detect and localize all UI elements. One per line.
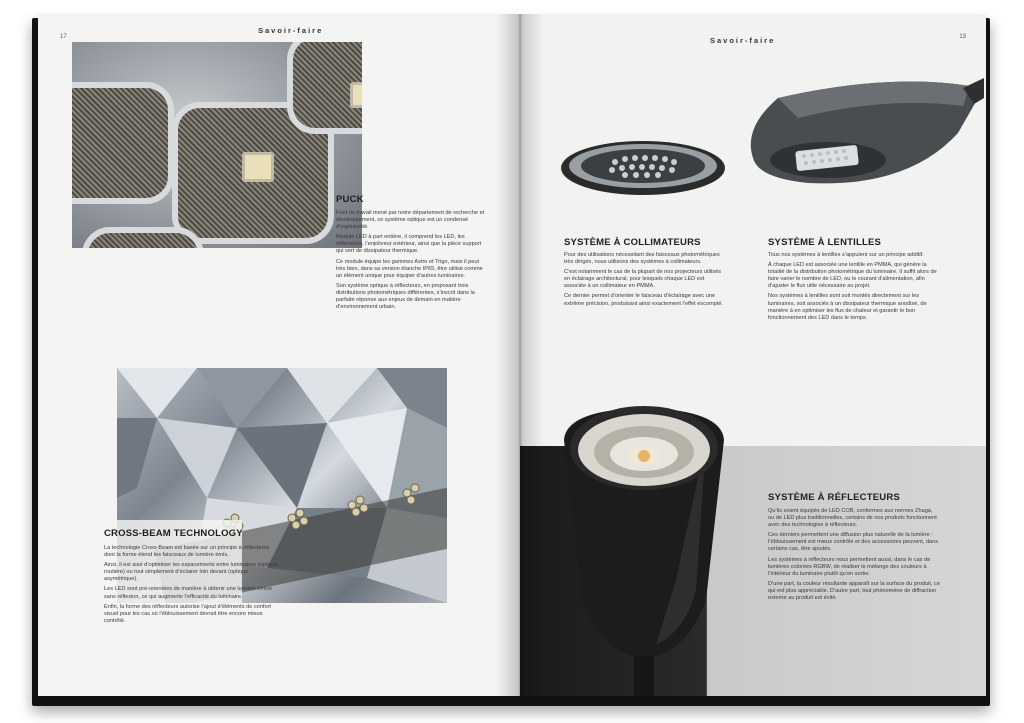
reflector-cell <box>82 227 204 248</box>
right-page-number: 13 <box>959 34 966 40</box>
left-running-head: Savoir-faire <box>258 26 324 35</box>
right-running-head: Savoir-faire <box>710 36 776 45</box>
led-chip <box>350 82 362 108</box>
cross-beam-body <box>104 545 279 628</box>
lentilles-title: SYSTÈME À LENTILLES <box>768 237 882 248</box>
cross-beam-paragraph: Enfin, la forme des réflecteurs autorise l’ajout d’éléments de confort visuel pour les cas où l’éblouissement devrait être encore mieux contrôlé. <box>104 603 271 624</box>
puck-paragraph: Ce module équipe les gammes Astro et Trigo, mais il peut très bien, dans sa version étanche IP65, être utilisé comme un élément unique pour équiper d’autres luminaires. <box>336 258 483 279</box>
lentilles-paragraph: Nos systèmes à lentilles sont soit montés directement sur les luminaires, soit associés à un dissipateur thermique anodisé, de manière à en optimiser les flux de chaleur et garantir le bon fonctionnement des LED dans le temps. <box>768 293 927 321</box>
collimator-luminaire-photo <box>560 140 726 196</box>
lens-luminaire-photo <box>738 78 984 193</box>
cross-beam-paragraph: La technologie Cross-Beam est basée sur un principe à réflecteurs dont la forme étend les faisceaux de lumière émis. <box>104 545 270 559</box>
lentilles-paragraph: Tous nos systèmes à lentilles s’appuient sur un principe additif. <box>768 252 924 258</box>
collimateurs-paragraph: Ce dernier permet d’orienter le faisceau d’éclairage avec une extrême précision, produisant ainsi exactement l’effet escompté. <box>564 293 724 307</box>
lentilles-paragraph: À chaque LED est associée une lentille en PMMA, qui génère la totalité de la distribution photométrique du luminaire. Il suffit alors de faire varier le nombre de LED, ou le courant d’alimentation, afin d’ajuster le flux utile nécessaire au projet. <box>768 262 937 290</box>
collimateurs-title: SYSTÈME À COLLIMATEURS <box>564 237 701 248</box>
reflector-spotlight-photo <box>556 400 731 696</box>
reflecteurs-paragraph: Les systèmes à réflecteurs nous permettent aussi, dans le cas de lumières colorées RGBW, de réaliser le mélange des couleurs à l’intérieur du luminaire plutôt qu’en sortie. <box>768 556 931 577</box>
lentilles-body <box>768 252 938 325</box>
reflecteurs-paragraph: D’une part, la couleur résultante apparaît sur la surface du produit, ce qui est plus appréciable. D’autre part, tout phénomène de diffraction externe au produit est évité. <box>768 580 940 602</box>
collimateurs-paragraph: Pour des utilisations nécessitant des faisceaux photométriques très dirigés, nous utilisons des systèmes à collimateurs. <box>564 252 720 266</box>
reflecteurs-title: SYSTÈME À RÉFLECTEURS <box>768 492 900 503</box>
puck-paragraph: Module LED à part entière, il comprend les LED, les réflecteurs, l’enjoliveur extérieur, ainsi que la pièce support qui sert de dissipateur thermique. <box>336 234 482 255</box>
reflecteurs-paragraph: Ces derniers permettent une diffusion plus naturelle de la lumière : l’éblouissement est mieux contrôlé et des accessoires peuvent, dans certains cas, être ajoutés. <box>768 532 939 553</box>
puck-body <box>336 210 486 314</box>
cross-beam-paragraph: Les LED sont pré-orientées de manière à obtenir une lumière émise sans réflexion, ce qui augmente l’efficacité du luminaire. <box>104 586 273 600</box>
reflector-cell <box>72 82 174 204</box>
puck-paragraph: Son système optique à réflecteurs, en proposant trois distributions photométriques différentes, s’inscrit dans la parfaite réponse aux enjeux de demain en matière d’environnement urbain. <box>336 282 475 311</box>
left-page-number: 17 <box>60 34 67 40</box>
collimateurs-paragraph: C’est notamment le cas de la plupart de nos projecteurs utilisés en éclairage architectural, pour lesquels chaque LED est associée à un collimateur en PMMA. <box>564 269 722 290</box>
cross-beam-title: CROSS-BEAM TECHNOLOGY <box>104 528 243 539</box>
reflecteurs-paragraph: Qu’ils soient équipés de LED COB, conformes aux normes Zhaga, ou de LED plus traditionnelles, certains de nos produits fonctionnent avec des technologies à réflecteurs. <box>768 508 937 529</box>
collimateurs-body <box>564 252 724 311</box>
reflecteurs-body <box>768 508 940 605</box>
puck-module-photo <box>72 42 362 248</box>
led-chip <box>242 152 274 182</box>
puck-paragraph: Fruit du travail mené par notre département de recherche et développement, ce système optique est un condensé d’ingéniosité. <box>336 210 485 231</box>
puck-title: PUCK <box>336 194 364 205</box>
cross-beam-paragraph: Ainsi, il est aisé d’optimiser les espacements entre luminaires (optique routière) ou tout simplement d’éclairer loin devant (optique asymétrique). <box>104 562 278 583</box>
